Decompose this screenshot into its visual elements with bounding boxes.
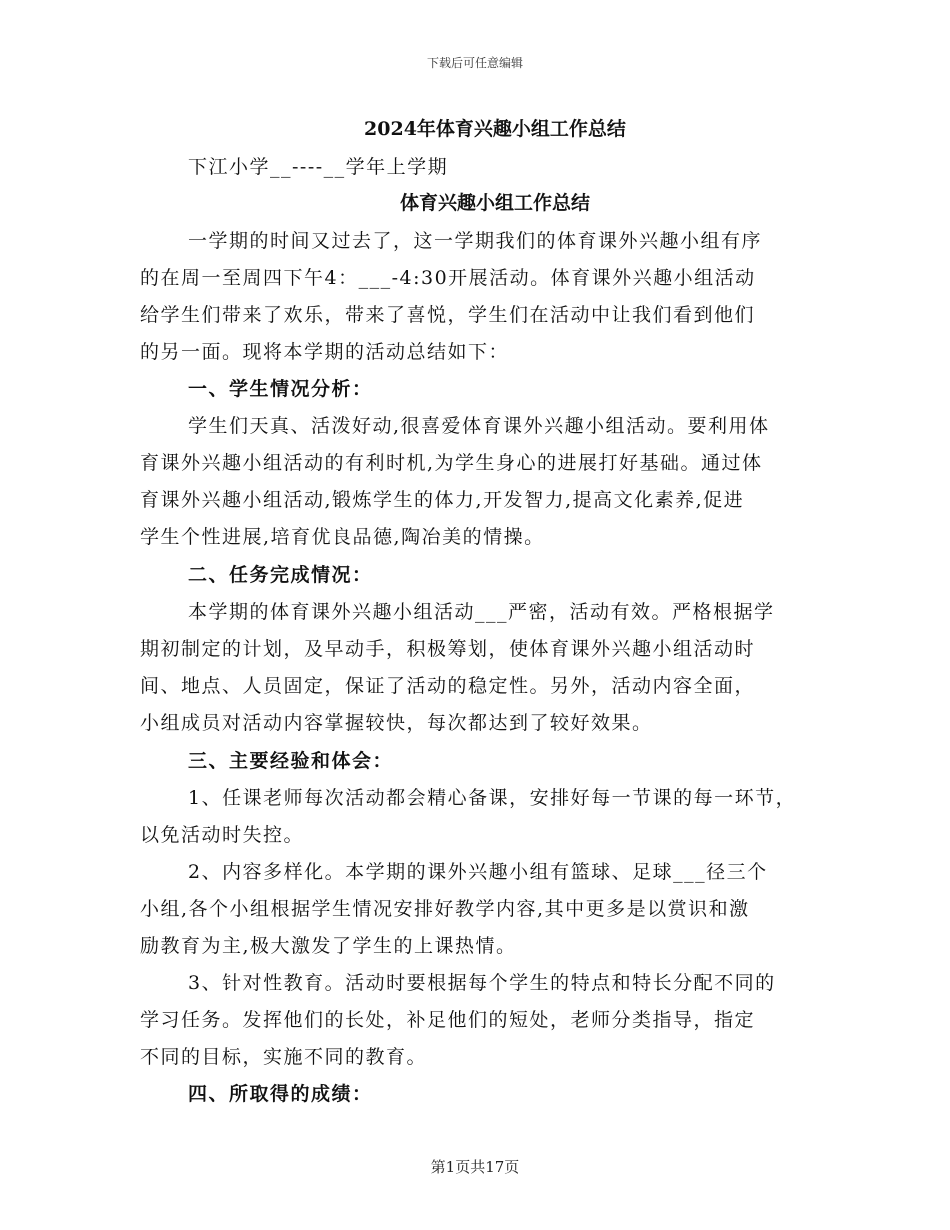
paragraph-line: 的在周一至周四下午4：___-4:30开展活动。体育课外兴趣小组活动 (140, 267, 756, 289)
paragraph-line: 学生个性进展,培育优良品德,陶冶美的情操。 (140, 526, 545, 548)
paragraph-line: 给学生们带来了欢乐，带来了喜悦，学生们在活动中让我们看到他们 (140, 304, 756, 326)
paragraph-line: 2、内容多样化。本学期的课外兴趣小组有篮球、足球___径三个 (188, 861, 768, 883)
page-footer: 第1页共17页 (430, 1158, 520, 1176)
paragraph-line: 一学期的时间又过去了，这一学期我们的体育课外兴趣小组有序 (188, 230, 763, 252)
paragraph-line: 间、地点、人员固定，保证了活动的稳定性。另外，活动内容全面， (140, 675, 756, 697)
paragraph-line: 育课外兴趣小组活动的有利时机,为学生身心的进展打好基础。通过体 (140, 452, 763, 474)
paragraph-line: 小组成员对活动内容掌握较快，每次都达到了较好效果。 (140, 712, 653, 734)
paragraph-line: 学生们天真、活泼好动,很喜爱体育课外兴趣小组活动。要利用体 (188, 415, 770, 437)
paragraph-line: 以免活动时失控。 (140, 824, 305, 846)
paragraph-line: 的另一面。现将本学期的活动总结如下： (140, 341, 510, 363)
section-heading: 三、主要经验和体会： (188, 750, 394, 772)
document-subtitle: 体育兴趣小组工作总结 (399, 192, 590, 214)
paragraph-line: 期初制定的计划，及早动手，积极筹划，使体育课外兴趣小组活动时 (140, 638, 756, 660)
paragraph-line: 不同的目标，实施不同的教育。 (140, 1046, 428, 1068)
paragraph-line: 1、任课老师每次活动都会精心备课，安排好每一节课的每一环节， (188, 787, 797, 809)
document-title: 2024年体育兴趣小组工作总结 (364, 118, 626, 140)
paragraph-line: 育课外兴趣小组活动,锻炼学生的体力,开发智力,提高文化素养,促进 (140, 489, 745, 511)
section-heading: 一、学生情况分析： (188, 378, 373, 400)
paragraph-line: 学习任务。发挥他们的长处，补足他们的短处，老师分类指导，指定 (140, 1009, 756, 1031)
paragraph-line: 励教育为主,极大激发了学生的上课热情。 (140, 935, 517, 957)
page-header: 下载后可任意编辑 (426, 56, 523, 70)
paragraph-line: 小组,各个小组根据学生情况安排好教学内容,其中更多是以赏识和激 (140, 898, 750, 920)
section-heading: 二、任务完成情况： (188, 564, 373, 586)
paragraph-line: 3、针对性教育。活动时要根据每个学生的特点和特长分配不同的 (188, 972, 776, 994)
paragraph-line: 本学期的体育课外兴趣小组活动___严密，活动有效。严格根据学 (188, 601, 775, 623)
school-line: 下江小学__----__学年上学期 (188, 156, 449, 178)
section-heading: 四、所取得的成绩： (188, 1083, 373, 1105)
